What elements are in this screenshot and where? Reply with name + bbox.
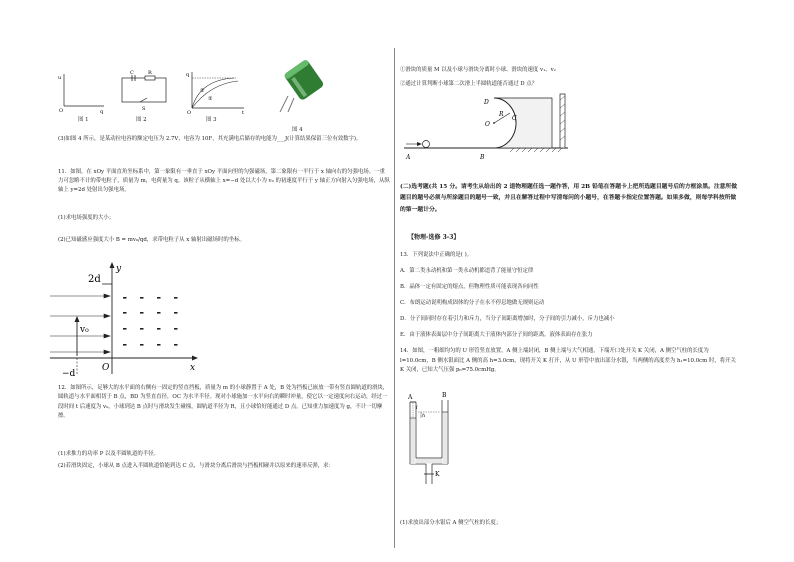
q12-part-2: ②通过计算判断小球第二次滑上半圆轨道能否通过 D 点？ [400, 81, 538, 87]
fig3-o-label: O [187, 110, 192, 116]
v0-label: v₀ [80, 325, 89, 335]
question-11-sub-2: (2)已知磁感应强度大小 B = mv₀/qd，求带电粒子从 x 轴射出磁场时的坐标。 [58, 237, 245, 243]
y-axis-label: y [116, 264, 122, 274]
track-c-label: C [512, 115, 517, 122]
elective-section-title: 【物理-选修 3-3】 [408, 234, 460, 241]
fig3-q-label: q [186, 72, 190, 78]
tube-a-label: A [408, 394, 413, 401]
question-13-stem: 13．下列说法中正确的是( )。 [400, 252, 473, 258]
u-tube-diagram [404, 392, 458, 490]
q13-option-c: C．布朗运动说明构成固体的分子在永不停息地做无规则运动 [400, 300, 545, 306]
question-12-sub-2: (2)若滑块固定，小球从 B 点进入半圆轨道恰能到达 C 点，与滑块分离后滑块与挡板相碰并以原来的速率反弹，求： [58, 463, 334, 469]
neg-d-label: −d [62, 369, 76, 379]
origin-label: O [102, 363, 110, 373]
question-11-sub-1: (1)求电场强度的大小； [58, 215, 115, 221]
figure-3-graph [186, 68, 248, 114]
figure-2-circuit [118, 70, 170, 112]
figure-4-caption: 图 4 [292, 127, 303, 133]
magnetic-field-diagram [50, 262, 200, 380]
track-r-label: R [499, 111, 504, 118]
fig2-s-label: S [142, 106, 146, 112]
fig3-curve-2: ② [208, 96, 213, 102]
track-a-label: A [406, 154, 411, 161]
q13-option-e: E．由于液体表面层中分子间距离大于液体内部分子间的距离，液体表面存在张力 [400, 332, 593, 338]
question-3-text: (3)如图 4 所示，是某动拉电容的额定电压为 2.7V，电容为 10F，其充满电后储存的电能为___J(计算结果保留三位有效数字)。 [58, 136, 362, 142]
q13-option-d: D．分子间同时存在着引力和斥力，当分子间距离增加时，分子间的引力减小，斥力也减小 [400, 316, 615, 322]
semicircle-track-diagram [400, 92, 570, 164]
fig3-curve-1: ① [200, 88, 205, 94]
tube-l-label: l [416, 405, 418, 411]
capacitor-photo [272, 56, 328, 114]
q12-part-1: ①滑块的质量 M 以及小球与滑块分离时小球、滑块的速度 v₁、v₂ [400, 67, 556, 73]
fig1-o-label: O [59, 108, 64, 114]
fig2-c-label: C [130, 70, 134, 76]
track-o-label: O [485, 121, 490, 128]
two-d-label: 2d [88, 274, 101, 285]
q13-option-b: B．晶体一定有固定的熔点，但物理性质可能表现各向同性 [400, 284, 539, 290]
figure-3-caption: 图 3 [206, 117, 217, 123]
question-11-text: 11．如图，在 xOy 平面直角坐标系中，第一象限有一垂直于 xOy 平面向里的匀强磁场，第二象限有一平行于 x 轴向右的匀强电场。一重力可忽略不计的带电粒子，质量为 m，电荷量为 q。该粒子从横轴上 x=−d 处以大小为 v₀ 的初速度平行于 y 轴正方向射入匀强电场，从纵轴上 y=2d 处射出匀强电场。 [58, 169, 390, 194]
question-12-sub-1: (1)求推力的功率 P 以及半圆轨道的半径。 [58, 451, 159, 457]
x-axis-label: x [190, 363, 196, 373]
figure-1-caption: 图 1 [78, 117, 89, 123]
tube-k-label: K [435, 471, 440, 478]
elective-instructions: (二)选考题(共 15 分。请考生从给出的 2 道物理题任选一题作答，用 2B 铅笔在答题卡上把所选题目题号后的方框涂黑。注意所做题目的题号必须与所涂题目的题号一致，并且在解答过程中写清每问的小题号，在答题卡指定位置答题。如果多做，则每学科按所做的第一题计分。 [400, 184, 738, 213]
figure-1-graph [58, 70, 108, 114]
fig1-u-label: u [58, 75, 62, 81]
fig3-t-label: t [242, 110, 245, 116]
question-14-text: 14．如图，一粗细均匀的 U 形管竖直放置，A 侧上端封闭，B 侧上端与大气相通，下端开口处开关 K 关闭，A 侧空气柱的长度为 l=10.0cm，B 侧水银面比 A 侧的高 h=3.0cm，现将开关 K 打开，从 U 形管中放出部分水银，当两侧的高度差为 h₁=10.0cm 时，将开关 K 关闭，已知大气压强 p₀=75.0cmHg。 [400, 348, 736, 374]
fig1-q-label: q [100, 109, 104, 115]
tube-b-label: B [442, 392, 447, 399]
question-14-sub-1: (1)求放出部分水银后 A 侧空气柱的长度； [400, 520, 502, 526]
figure-2-caption: 图 2 [136, 117, 147, 123]
track-d-label: D [484, 99, 489, 106]
question-12-text: 12．如图所示，足够大的水平面的右侧有一固定的竖直挡板，质量为 m 的小球静置于 A 处，B 处为挡板已嵌放一带有竖直圆轨道的滑块，圆轨道与水平面相切于 B 点，BD 为竖直直径，OC 为水平半径。现对小球施加一水平向右的瞬时冲量，使它以一定速度向右运动，经过一段时间 t 后速度为 v₀，小球到达 B 点时与滑块发生碰撞，圆轨道半径为 R，且小球恰好能通过 D 点。已知重力加速度为 g，不计一切摩擦。 [58, 385, 389, 420]
tube-h-label: h [422, 413, 426, 419]
track-b-label: B [480, 154, 485, 161]
fig2-r-label: R [148, 70, 152, 76]
q13-option-a: A．第二类永动机和第一类永动机都违背了能量守恒定律 [400, 268, 534, 274]
column-divider [394, 48, 395, 548]
